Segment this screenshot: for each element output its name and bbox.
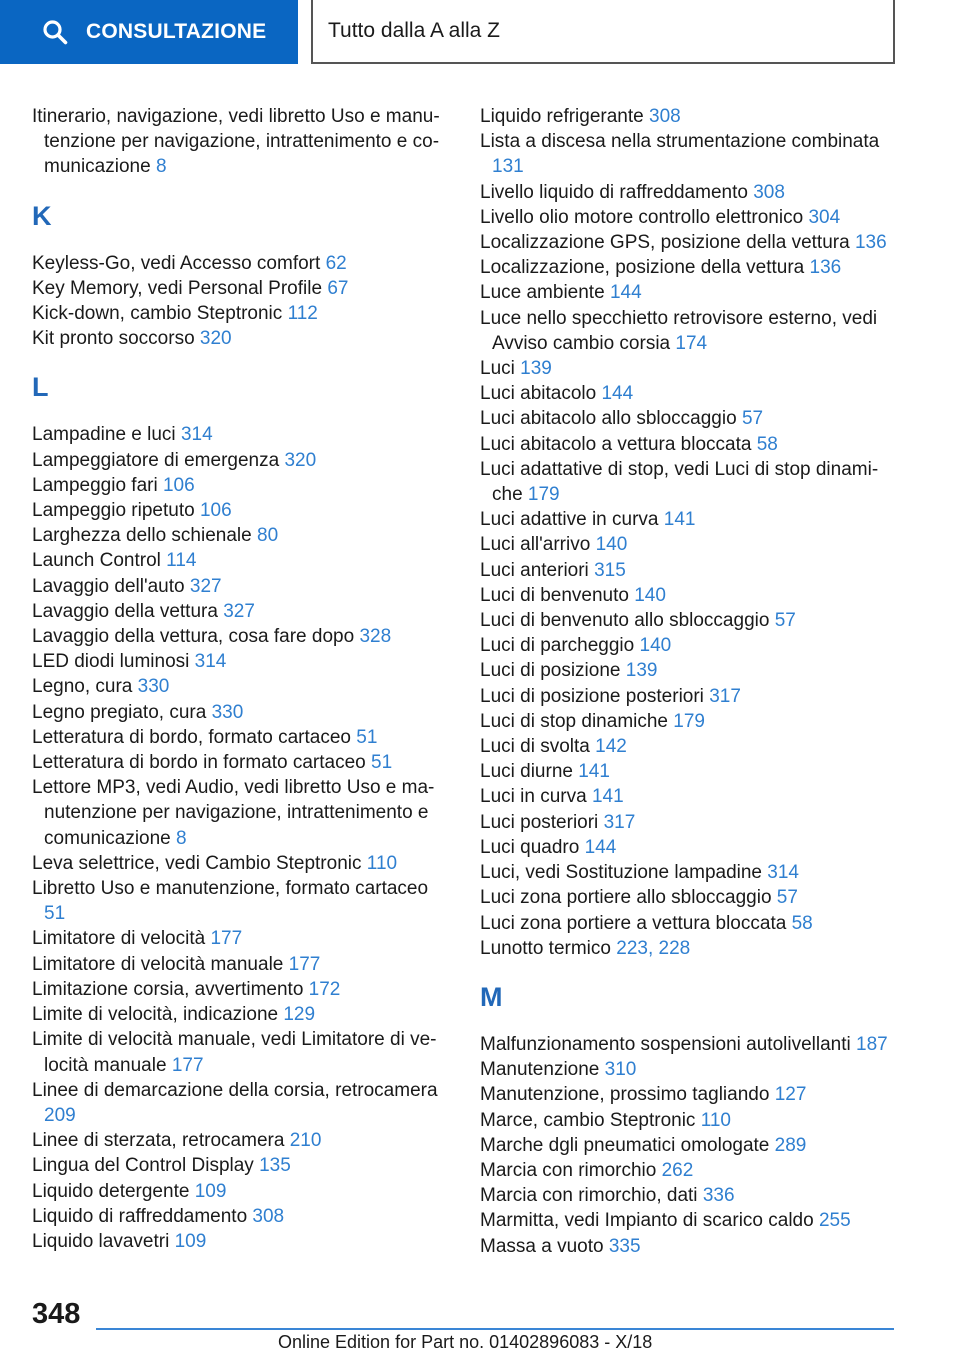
- index-entry-text: Legno pregiato, cura: [32, 701, 207, 723]
- index-entry-text: Lampadine e luci: [32, 424, 176, 446]
- page-reference-link[interactable]: 209: [44, 1104, 76, 1126]
- page-reference-link[interactable]: 109: [174, 1230, 207, 1252]
- index-entry: [480, 104, 900, 129]
- index-entry: [480, 759, 900, 784]
- index-entry-text: Liquido lavavetri: [32, 1230, 170, 1252]
- page-reference-link[interactable]: 106: [199, 500, 232, 522]
- page-reference-link[interactable]: 114: [166, 550, 197, 572]
- index-entry: [32, 926, 442, 951]
- index-entry-text: Launch Control: [32, 550, 161, 572]
- index-entry-text: Marmitta, vedi Impianto di scarico caldo: [480, 1210, 814, 1232]
- index-entry: [480, 457, 900, 507]
- index-entry-text: Luci posteriori: [480, 811, 599, 833]
- index-entry-text: Lampeggiatore di emergenza: [32, 449, 280, 471]
- index-entry: [480, 1032, 900, 1057]
- index-entry: [480, 835, 900, 860]
- index-entry: [32, 700, 442, 725]
- page-reference-link[interactable]: 210: [289, 1130, 322, 1152]
- page-reference-link[interactable]: 57: [776, 887, 798, 909]
- index-entry: [32, 952, 442, 977]
- index-entry-text: Lunotto termico: [480, 937, 611, 959]
- page-reference-link[interactable]: 177: [171, 1054, 204, 1076]
- page-reference-link[interactable]: 141: [591, 786, 624, 808]
- index-entry-text: Limite di velocità manuale, vedi Limitatore di velocità manuale: [32, 1029, 437, 1076]
- index-entry-text: Luci di parcheggio: [480, 635, 635, 657]
- footer-edition: Online Edition for Part no. 01402896083 - X/18: [278, 1332, 653, 1352]
- index-entry-text: Luce ambiente: [480, 282, 605, 304]
- index-entry-text: Lettore MP3, vedi Audio, vedi libretto Uso e manutenzione per navigazione, intrattenimento e comunicazione: [32, 777, 435, 849]
- index-entry: [480, 230, 900, 255]
- page-reference-link[interactable]: 308: [252, 1205, 285, 1227]
- index-entry-text: Luci abitacolo: [480, 383, 597, 405]
- index-entry-text: Lavaggio della vettura: [32, 600, 218, 622]
- index-entry-text: Liquido refrigerante: [480, 106, 644, 127]
- page-reference-link[interactable]: 314: [767, 862, 799, 884]
- index-entry: [480, 558, 900, 583]
- index-entry: [480, 1108, 900, 1133]
- index-entry: [32, 523, 442, 548]
- index-entry: [32, 326, 442, 351]
- index-entry-text: Luci abitacolo allo sbloccaggio: [480, 408, 737, 430]
- index-entry-text: Linee di demarcazione della corsia, retrocamera: [32, 1079, 438, 1101]
- index-entry: [480, 432, 900, 457]
- index-entry: [480, 356, 900, 381]
- index-entry-text: Luci anteriori: [480, 559, 589, 581]
- page-reference-link[interactable]: 67: [327, 277, 349, 299]
- tab-consultazione[interactable]: [0, 0, 298, 64]
- page-reference-link[interactable]: 136: [854, 232, 887, 254]
- index-entry-text: Marcia con rimorchio, dati: [480, 1185, 698, 1207]
- page-reference-link[interactable]: 317: [603, 811, 636, 833]
- index-entry: [32, 725, 442, 750]
- page-reference-link[interactable]: 144: [609, 282, 642, 304]
- index-entry-text: Itinerario, navigazione, vedi libretto Uso e manutenzione per navigazione, intrattenimento e comunicazione: [32, 106, 440, 178]
- index-entry: [32, 1153, 442, 1178]
- index-entry: [480, 180, 900, 205]
- page-reference-link[interactable]: 310: [604, 1059, 637, 1081]
- index-entry: [32, 1002, 442, 1027]
- page-reference-link[interactable]: 187: [856, 1033, 888, 1055]
- page-number: 348: [32, 1298, 81, 1330]
- index-entry: [480, 1234, 900, 1259]
- page-reference-link[interactable]: 327: [189, 575, 222, 597]
- index-entry-text: Larghezza dello schienale: [32, 525, 252, 547]
- index-entry-text: Luci quadro: [480, 836, 580, 858]
- index-entry: [480, 129, 900, 179]
- index-entry: [32, 422, 442, 447]
- page-reference-link[interactable]: 140: [639, 635, 672, 657]
- page-reference-link[interactable]: 308: [753, 181, 785, 203]
- page-reference-link[interactable]: 317: [709, 685, 741, 707]
- page-reference-link[interactable]: 131: [492, 156, 524, 178]
- index-entry-text: Keyless-Go, vedi Accesso comfort: [32, 252, 321, 274]
- footer-divider: [96, 1328, 894, 1330]
- index-entry-text: Malfunzionamento sospensioni autolivellanti: [480, 1033, 851, 1055]
- page-reference-link[interactable]: 223, 228: [616, 937, 691, 959]
- index-entry-text: Manutenzione, prossimo tagliando: [480, 1084, 770, 1106]
- index-entry-text: Lampeggio fari: [32, 474, 158, 496]
- index-entry-text: Marcia con rimorchio: [480, 1159, 657, 1181]
- index-entry: [480, 381, 900, 406]
- page-reference-link[interactable]: 141: [663, 509, 696, 531]
- page-reference-link[interactable]: 80: [257, 525, 279, 547]
- index-entry-text: Libretto Uso e manutenzione, formato cartaceo: [32, 878, 429, 900]
- index-entry: [32, 1128, 442, 1153]
- index-entry-text: Lista a discesa nella strumentazione combinata: [480, 131, 880, 153]
- page-reference-link[interactable]: 144: [584, 836, 617, 858]
- page-reference-link[interactable]: 255: [818, 1210, 851, 1232]
- page-reference-link[interactable]: 112: [287, 303, 318, 325]
- page-reference-link[interactable]: 106: [162, 474, 195, 496]
- index-entry-text: Kick-down, cambio Steptronic: [32, 303, 283, 325]
- index-entry: [480, 255, 900, 280]
- page-reference-link[interactable]: 328: [359, 626, 392, 648]
- index-entry: [480, 658, 900, 683]
- page-reference-link[interactable]: 174: [675, 332, 708, 354]
- index-letter-heading: M: [480, 981, 503, 1012]
- index-entry: [480, 532, 900, 557]
- index-entry: [480, 1183, 900, 1208]
- index-entry: [480, 583, 900, 608]
- page-reference-link[interactable]: 314: [180, 424, 213, 446]
- index-entry-text: Livello olio motore controllo elettronico: [480, 206, 804, 228]
- index-entry: [32, 1027, 442, 1077]
- index-entry-text: Limitatore di velocità manuale: [32, 953, 284, 975]
- index-entry: [480, 608, 900, 633]
- index-entry: [32, 498, 442, 523]
- index-entry-text: Livello liquido di raffreddamento: [480, 181, 748, 203]
- index-entry-text: Liquido detergente: [32, 1180, 190, 1202]
- page-reference-link[interactable]: 144: [601, 383, 634, 405]
- index-entry-text: Luci, vedi Sostituzione lampadine: [480, 862, 763, 884]
- index-entry: [480, 406, 900, 431]
- page-reference-link[interactable]: 58: [756, 433, 778, 455]
- index-entry-text: Kit pronto soccorso: [32, 328, 195, 350]
- index-entry-text: Luci: [480, 358, 515, 380]
- index-entry-text: Massa a vuoto: [480, 1235, 604, 1257]
- index-entry: [32, 775, 442, 851]
- index-entry: [480, 1057, 900, 1082]
- index-entry: [32, 1204, 442, 1229]
- index-entry: [480, 860, 900, 885]
- page-reference-link[interactable]: 51: [356, 726, 378, 748]
- index-entry-text: Lavaggio della vettura, cosa fare dopo: [32, 626, 355, 648]
- index-entry: [32, 851, 442, 876]
- index-entry: [480, 911, 900, 936]
- index-column-right: [480, 104, 900, 1259]
- page-reference-link[interactable]: 262: [661, 1159, 694, 1181]
- index-entry-text: Localizzazione GPS, posizione della vettura: [480, 232, 850, 254]
- index-entry-text: Luci zona portiere allo sbloccaggio: [480, 887, 772, 909]
- index-entry: [32, 599, 442, 624]
- page-reference-link[interactable]: 135: [259, 1155, 291, 1177]
- index-entry: [480, 280, 900, 305]
- index-entry: [32, 104, 442, 180]
- index-entry-text: Marce, cambio Steptronic: [480, 1109, 696, 1131]
- index-entry-text: Luci abitacolo a vettura bloccata: [480, 433, 752, 455]
- page-reference-link[interactable]: 58: [791, 912, 813, 934]
- index-entry: [480, 1208, 900, 1233]
- page-reference-link[interactable]: 327: [223, 600, 255, 622]
- index-entry-text: Luci di posizione posteriori: [480, 685, 704, 707]
- index-entry: [32, 1078, 442, 1128]
- page-reference-link[interactable]: 304: [808, 206, 841, 228]
- page-reference-link[interactable]: 320: [199, 328, 232, 350]
- index-entry-text: Lingua del Control Display: [32, 1155, 254, 1177]
- index-entry: [32, 251, 442, 276]
- page-reference-link[interactable]: 127: [774, 1084, 807, 1106]
- page-reference-link[interactable]: 51: [371, 752, 393, 774]
- page-reference-link[interactable]: 8: [155, 156, 167, 178]
- index-entry-text: Luci di posizione: [480, 660, 621, 682]
- index-entry-text: Luci in curva: [480, 786, 587, 808]
- page-reference-link[interactable]: 330: [211, 701, 244, 723]
- page-reference-link[interactable]: 177: [210, 928, 243, 950]
- page-reference-link[interactable]: 172: [308, 978, 341, 1000]
- page-reference-link[interactable]: 57: [774, 610, 796, 632]
- index-entry-text: Luci zona portiere a vettura bloccata: [480, 912, 787, 934]
- page-reference-link[interactable]: 335: [608, 1235, 641, 1257]
- page-reference-link[interactable]: 320: [284, 449, 317, 471]
- index-entry-text: Manutenzione: [480, 1059, 600, 1081]
- index-entry-text: Lampeggio ripetuto: [32, 500, 195, 522]
- index-entry: [32, 301, 442, 326]
- page-reference-link[interactable]: 142: [595, 736, 627, 758]
- index-entry: [480, 306, 900, 356]
- page-reference-link[interactable]: 129: [283, 1004, 316, 1026]
- index-entry: [480, 1082, 900, 1107]
- page-reference-link[interactable]: 110: [700, 1109, 731, 1131]
- page-reference-link[interactable]: 179: [527, 484, 560, 506]
- index-entry-text: Liquido di raffreddamento: [32, 1205, 248, 1227]
- index-entry: [480, 885, 900, 910]
- index-entry: [480, 684, 900, 709]
- index-entry: [32, 674, 442, 699]
- page-reference-link[interactable]: 314: [194, 651, 227, 673]
- index-entry: [32, 750, 442, 775]
- index-entry: [480, 784, 900, 809]
- page-reference-link[interactable]: 8: [176, 827, 187, 849]
- page-reference-link[interactable]: 179: [673, 710, 705, 732]
- index-entry-text: Luci di benvenuto: [480, 584, 629, 606]
- index-entry: [480, 734, 900, 759]
- index-entry: [32, 276, 442, 301]
- index-entry-text: Luci adattive in curva: [480, 509, 659, 531]
- index-entry-text: Letteratura di bordo, formato cartaceo: [32, 726, 351, 748]
- page-reference-link[interactable]: 177: [288, 953, 321, 975]
- page-reference-link[interactable]: 136: [809, 257, 842, 279]
- index-entry-text: Marche dgli pneumatici omologate: [480, 1134, 770, 1156]
- index-entry: [480, 709, 900, 734]
- index-entry: [32, 624, 442, 649]
- index-entry: [32, 977, 442, 1002]
- index-entry-text: Limitazione corsia, avvertimento: [32, 978, 304, 1000]
- page-reference-link[interactable]: 62: [325, 252, 347, 274]
- page-reference-link[interactable]: 110: [366, 852, 398, 874]
- index-letter-heading: K: [32, 200, 52, 231]
- index-entry: [32, 448, 442, 473]
- index-entry-text: Luci diurne: [480, 761, 573, 783]
- index-entry-text: Leva selettrice, vedi Cambio Steptronic: [32, 852, 362, 874]
- index-entry-text: Linee di sterzata, retrocamera: [32, 1130, 285, 1152]
- page-reference-link[interactable]: 139: [520, 358, 552, 380]
- index-entry: [32, 548, 442, 573]
- page-reference-link[interactable]: 140: [634, 584, 666, 606]
- index-entry-text: Legno, cura: [32, 676, 133, 698]
- index-entry: [480, 205, 900, 230]
- index-column-left: [32, 104, 442, 1254]
- page-reference-link[interactable]: 315: [594, 559, 626, 581]
- index-entry-text: Letteratura di bordo in formato cartaceo: [32, 752, 366, 774]
- tab-consultazione-label: CONSULTAZIONE: [86, 20, 267, 43]
- page-reference-link[interactable]: 140: [595, 534, 628, 556]
- page-reference-link[interactable]: 57: [741, 408, 764, 430]
- search-icon: [42, 19, 68, 45]
- index-entry-text: Lavaggio dell'auto: [32, 575, 185, 597]
- page-reference-link[interactable]: 330: [137, 676, 170, 698]
- tab-section-title[interactable]: [311, 0, 895, 64]
- index-entry-text: Luce nello specchietto retrovisore esterno, vedi Avviso cambio corsia: [480, 307, 878, 354]
- index-entry-text: Luci di svolta: [480, 736, 590, 758]
- page-reference-link[interactable]: 308: [649, 106, 681, 127]
- index-entry-text: Limitatore di velocità: [32, 928, 206, 950]
- index-entry-text: Luci di benvenuto allo sbloccaggio: [480, 610, 770, 632]
- index-entry: [32, 876, 442, 926]
- page-reference-link[interactable]: 336: [702, 1185, 735, 1207]
- page-reference-link[interactable]: 141: [578, 761, 610, 783]
- index-entry-text: Limite di velocità, indicazione: [32, 1004, 279, 1026]
- index-entry: [32, 473, 442, 498]
- index-entry: [480, 1158, 900, 1183]
- index-entry: [480, 633, 900, 658]
- index-entry: [480, 936, 900, 961]
- page-reference-link[interactable]: 139: [625, 660, 658, 682]
- index-entry-text: Luci di stop dinamiche: [480, 710, 668, 732]
- index-entry-text: LED diodi luminosi: [32, 651, 190, 673]
- section-title-label: Tutto dalla A alla Z: [328, 19, 500, 42]
- index-entry: [480, 1133, 900, 1158]
- index-entry-text: Localizzazione, posizione della vettura: [480, 257, 805, 279]
- index-entry: [32, 1179, 442, 1204]
- index-entry: [32, 649, 442, 674]
- index-entry: [32, 1229, 442, 1254]
- index-entry-text: Luci adattative di stop, vedi Luci di stop dinamiche: [480, 458, 879, 506]
- page-reference-link[interactable]: 51: [44, 903, 66, 925]
- index-entry: [480, 507, 900, 532]
- index-letter-heading: L: [32, 372, 49, 403]
- index-entry-text: Key Memory, vedi Personal Profile: [32, 277, 323, 299]
- index-entry: [32, 574, 442, 599]
- index-entry-text: Luci all'arrivo: [480, 534, 591, 556]
- page-reference-link[interactable]: 109: [194, 1180, 227, 1202]
- page-reference-link[interactable]: 289: [774, 1134, 807, 1156]
- index-entry: [480, 810, 900, 835]
